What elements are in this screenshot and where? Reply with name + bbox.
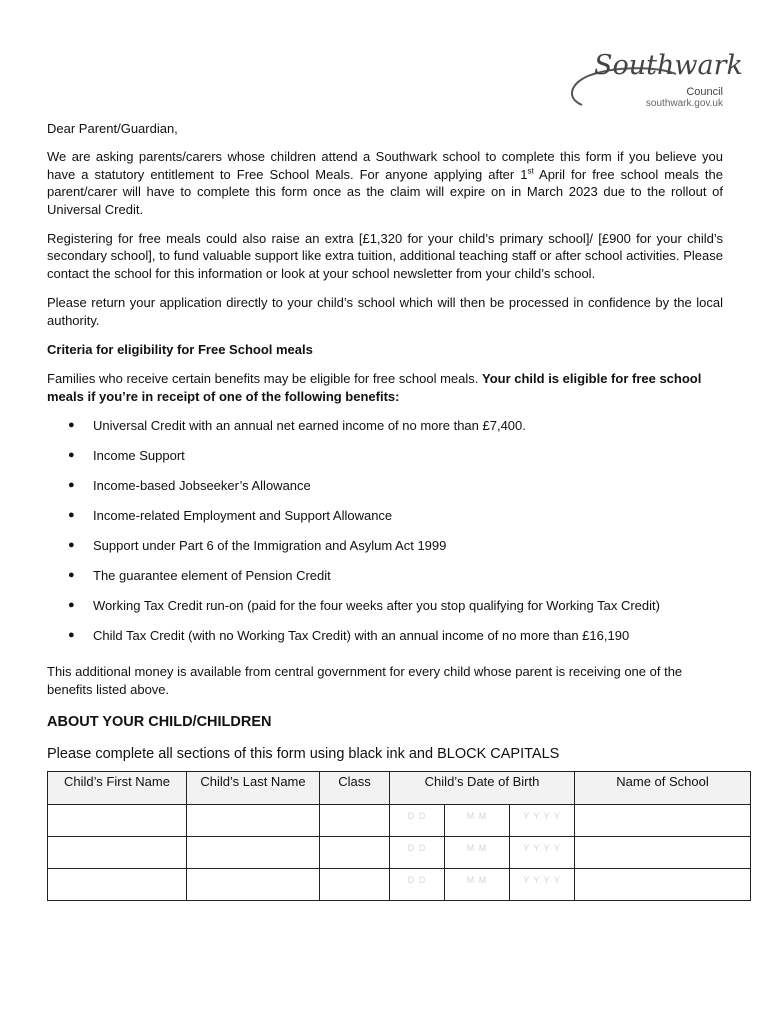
southwark-council-logo xyxy=(566,44,743,110)
first-name-cell[interactable] xyxy=(48,868,187,900)
section-title: ABOUT YOUR CHILD/CHILDREN xyxy=(47,714,272,731)
col-dob: Child’s Date of Birth xyxy=(390,771,575,804)
list-item: ● Income Support xyxy=(68,448,185,464)
col-first-name: Child’s First Name xyxy=(48,771,187,804)
school-cell[interactable] xyxy=(575,804,751,836)
dob-cell[interactable]: D D M M Y Y Y Y xyxy=(390,804,575,836)
col-school: Name of School xyxy=(575,771,751,804)
col-class: Class xyxy=(320,771,390,804)
letter-body xyxy=(47,120,723,901)
table-row xyxy=(48,804,751,836)
table-row xyxy=(48,868,751,900)
class-cell[interactable] xyxy=(320,836,390,868)
last-name-cell[interactable] xyxy=(187,836,320,868)
bullet-icon: ● xyxy=(68,599,75,612)
bullet-icon: ● xyxy=(68,449,75,462)
funding-paragraph: Registering for free meals could also raise an extra [£1,320 for your child’s primary school]/ [£900 for your child’s secondary school], to fund valuable support like extra tuition, additional teaching staff or after school activities. Please contact the school for this information or look at your school newsletter from your child’s school. xyxy=(47,231,723,281)
list-item: ● Income-related Employment and Support Allowance xyxy=(68,508,393,524)
intro-paragraph: We are asking parents/carers whose children attend a Southwark school to complete this form if you believe you have a statutory entitlement to Free School Meals. For anyone applying after 1st April for free school meals the parent/carer will have to complete this form once as the claim will expire on in March 2023 due to the rollout of Universal Credit. xyxy=(47,149,723,217)
form-instruction: Please complete all sections of this form using black ink and BLOCK CAPITALS xyxy=(47,745,560,762)
col-last-name: Child’s Last Name xyxy=(187,771,320,804)
table-row xyxy=(48,836,751,868)
bullet-icon: ● xyxy=(68,569,75,582)
logo-url: southwark.gov.uk xyxy=(645,98,723,109)
class-cell[interactable] xyxy=(320,868,390,900)
salutation: Dear Parent/Guardian, xyxy=(47,121,178,136)
list-item: ● Income-based Jobseeker’s Allowance xyxy=(68,478,311,494)
table-header-row xyxy=(48,771,751,804)
closing-paragraph: This additional money is available from central government for every child whose parent is receiving one of the benefits listed above. xyxy=(47,664,683,697)
children-table xyxy=(47,771,751,901)
list-item: ● Working Tax Credit run-on (paid for the four weeks after you stop qualifying for Working Tax Credit) xyxy=(68,598,660,614)
last-name-cell[interactable] xyxy=(187,804,320,836)
class-cell[interactable] xyxy=(320,804,390,836)
benefits-list xyxy=(47,417,723,657)
return-paragraph: Please return your application directly to your child’s school which will then be processed in confidence by the local authority. xyxy=(47,295,723,328)
bullet-icon: ● xyxy=(68,539,75,552)
logo-wordmark: Southwark xyxy=(594,50,743,81)
list-item: ● Universal Credit with an annual net earned income of no more than £7,400. xyxy=(68,418,526,434)
logo-subtitle: Council xyxy=(686,86,723,98)
bullet-icon: ● xyxy=(68,629,75,642)
first-name-cell[interactable] xyxy=(48,836,187,868)
first-name-cell[interactable] xyxy=(48,804,187,836)
bullet-icon: ● xyxy=(68,509,75,522)
dob-cell[interactable]: D D M M Y Y Y Y xyxy=(390,836,575,868)
bullet-icon: ● xyxy=(68,479,75,492)
criteria-intro: Families who receive certain benefits may be eligible for free school meals. Your child is eligible for free school meals if you’re in receipt of one of the following benefits: xyxy=(47,371,702,404)
school-cell[interactable] xyxy=(575,836,751,868)
bullet-icon: ● xyxy=(68,419,75,432)
dob-cell[interactable]: D D M M Y Y Y Y xyxy=(390,868,575,900)
list-item: ● Support under Part 6 of the Immigration and Asylum Act 1999 xyxy=(68,538,447,554)
school-cell[interactable] xyxy=(575,868,751,900)
list-item: ● The guarantee element of Pension Credit xyxy=(68,568,331,584)
list-item: ● Child Tax Credit (with no Working Tax Credit) with an annual income of no more than £16,190 xyxy=(68,628,630,644)
criteria-heading: Criteria for eligibility for Free School meals xyxy=(47,342,313,358)
last-name-cell[interactable] xyxy=(187,868,320,900)
